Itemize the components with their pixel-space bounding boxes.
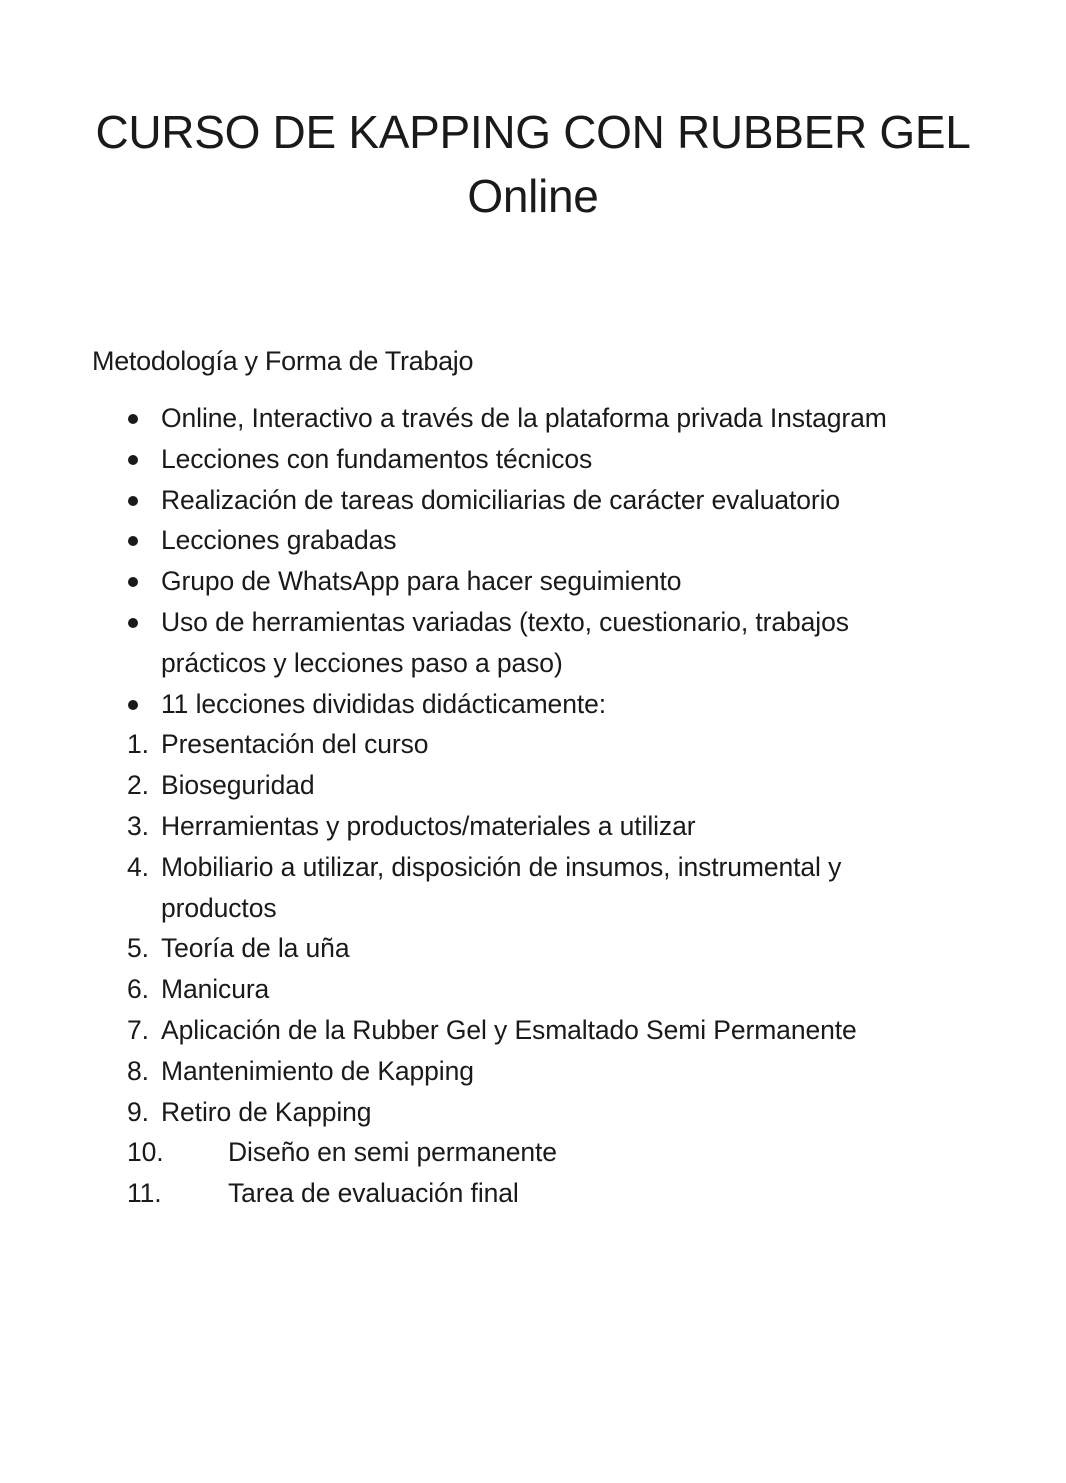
content-list [0, 398, 1066, 1214]
bullet-dot-icon [128, 700, 138, 710]
bullet-item [0, 398, 1066, 439]
title-line-1: CURSO DE KAPPING CON RUBBER GEL [95, 106, 971, 158]
lesson-item [0, 1051, 1066, 1092]
lesson-text: Mantenimiento de Kapping [161, 1055, 474, 1086]
lesson-number: 11. [127, 1178, 162, 1209]
page-title [0, 100, 1066, 228]
lesson-number: 10. [127, 1137, 164, 1168]
lesson-item [0, 928, 1066, 969]
bullet-text: Uso de herramientas variadas (texto, cuestionario, trabajos prácticos y lecciones paso a paso) [161, 606, 849, 678]
lesson-item [0, 1092, 1066, 1133]
bullet-item [0, 602, 1066, 684]
lesson-number: 7. [127, 1014, 149, 1045]
lesson-text: Aplicación de la Rubber Gel y Esmaltado Semi Permanente [161, 1014, 857, 1045]
lesson-number: 8. [127, 1055, 149, 1086]
lesson-text: Tarea de evaluación final [228, 1178, 519, 1209]
bullet-item [0, 520, 1066, 561]
lesson-text: Bioseguridad [161, 770, 315, 801]
lesson-item [0, 1010, 1066, 1051]
bullet-dot-icon [128, 455, 138, 465]
lesson-number: 5. [127, 933, 149, 964]
lesson-text: Mobiliario a utilizar, disposición de insumos, instrumental y productos [161, 851, 842, 923]
lesson-number: 1. [127, 729, 149, 760]
lesson-item [0, 1173, 1066, 1214]
bullet-dot-icon [128, 577, 138, 587]
bullet-text: Lecciones con fundamentos técnicos [161, 443, 593, 474]
lesson-text: Presentación del curso [161, 729, 429, 760]
lesson-number: 3. [127, 810, 149, 841]
bullet-text: Lecciones grabadas [161, 525, 397, 556]
bullet-dot-icon [128, 414, 138, 424]
lesson-item [0, 969, 1066, 1010]
bullet-item [0, 561, 1066, 602]
bullet-dot-icon [128, 496, 138, 506]
lesson-text: Teoría de la uña [161, 933, 350, 964]
bullet-item [0, 439, 1066, 480]
bullet-dot-icon [128, 536, 138, 546]
lesson-number: 2. [127, 770, 149, 801]
bullet-dot-icon [128, 618, 138, 628]
lesson-item [0, 765, 1066, 806]
section-heading: Metodología y Forma de Trabajo [92, 346, 474, 376]
lesson-number: 9. [127, 1096, 149, 1127]
lesson-item [0, 1132, 1066, 1173]
lesson-text: Retiro de Kapping [161, 1096, 372, 1127]
lesson-item [0, 806, 1066, 847]
lesson-number: 6. [127, 974, 149, 1005]
bullet-text: 11 lecciones divididas didácticamente: [161, 688, 606, 719]
title-line-2: Online [467, 170, 599, 222]
lesson-text: Herramientas y productos/materiales a utilizar [161, 810, 696, 841]
bullet-item [0, 684, 1066, 725]
bullet-text: Grupo de WhatsApp para hacer seguimiento [161, 566, 682, 597]
bullet-text: Realización de tareas domiciliarias de carácter evaluatorio [161, 484, 841, 515]
lesson-number: 4. [127, 851, 149, 882]
bullet-text: Online, Interactivo a través de la plataforma privada Instagram [161, 403, 887, 433]
lesson-item [0, 724, 1066, 765]
bullet-item [0, 480, 1066, 521]
lesson-item [0, 847, 1066, 929]
lesson-text: Manicura [161, 974, 270, 1005]
lesson-text: Diseño en semi permanente [228, 1137, 557, 1168]
